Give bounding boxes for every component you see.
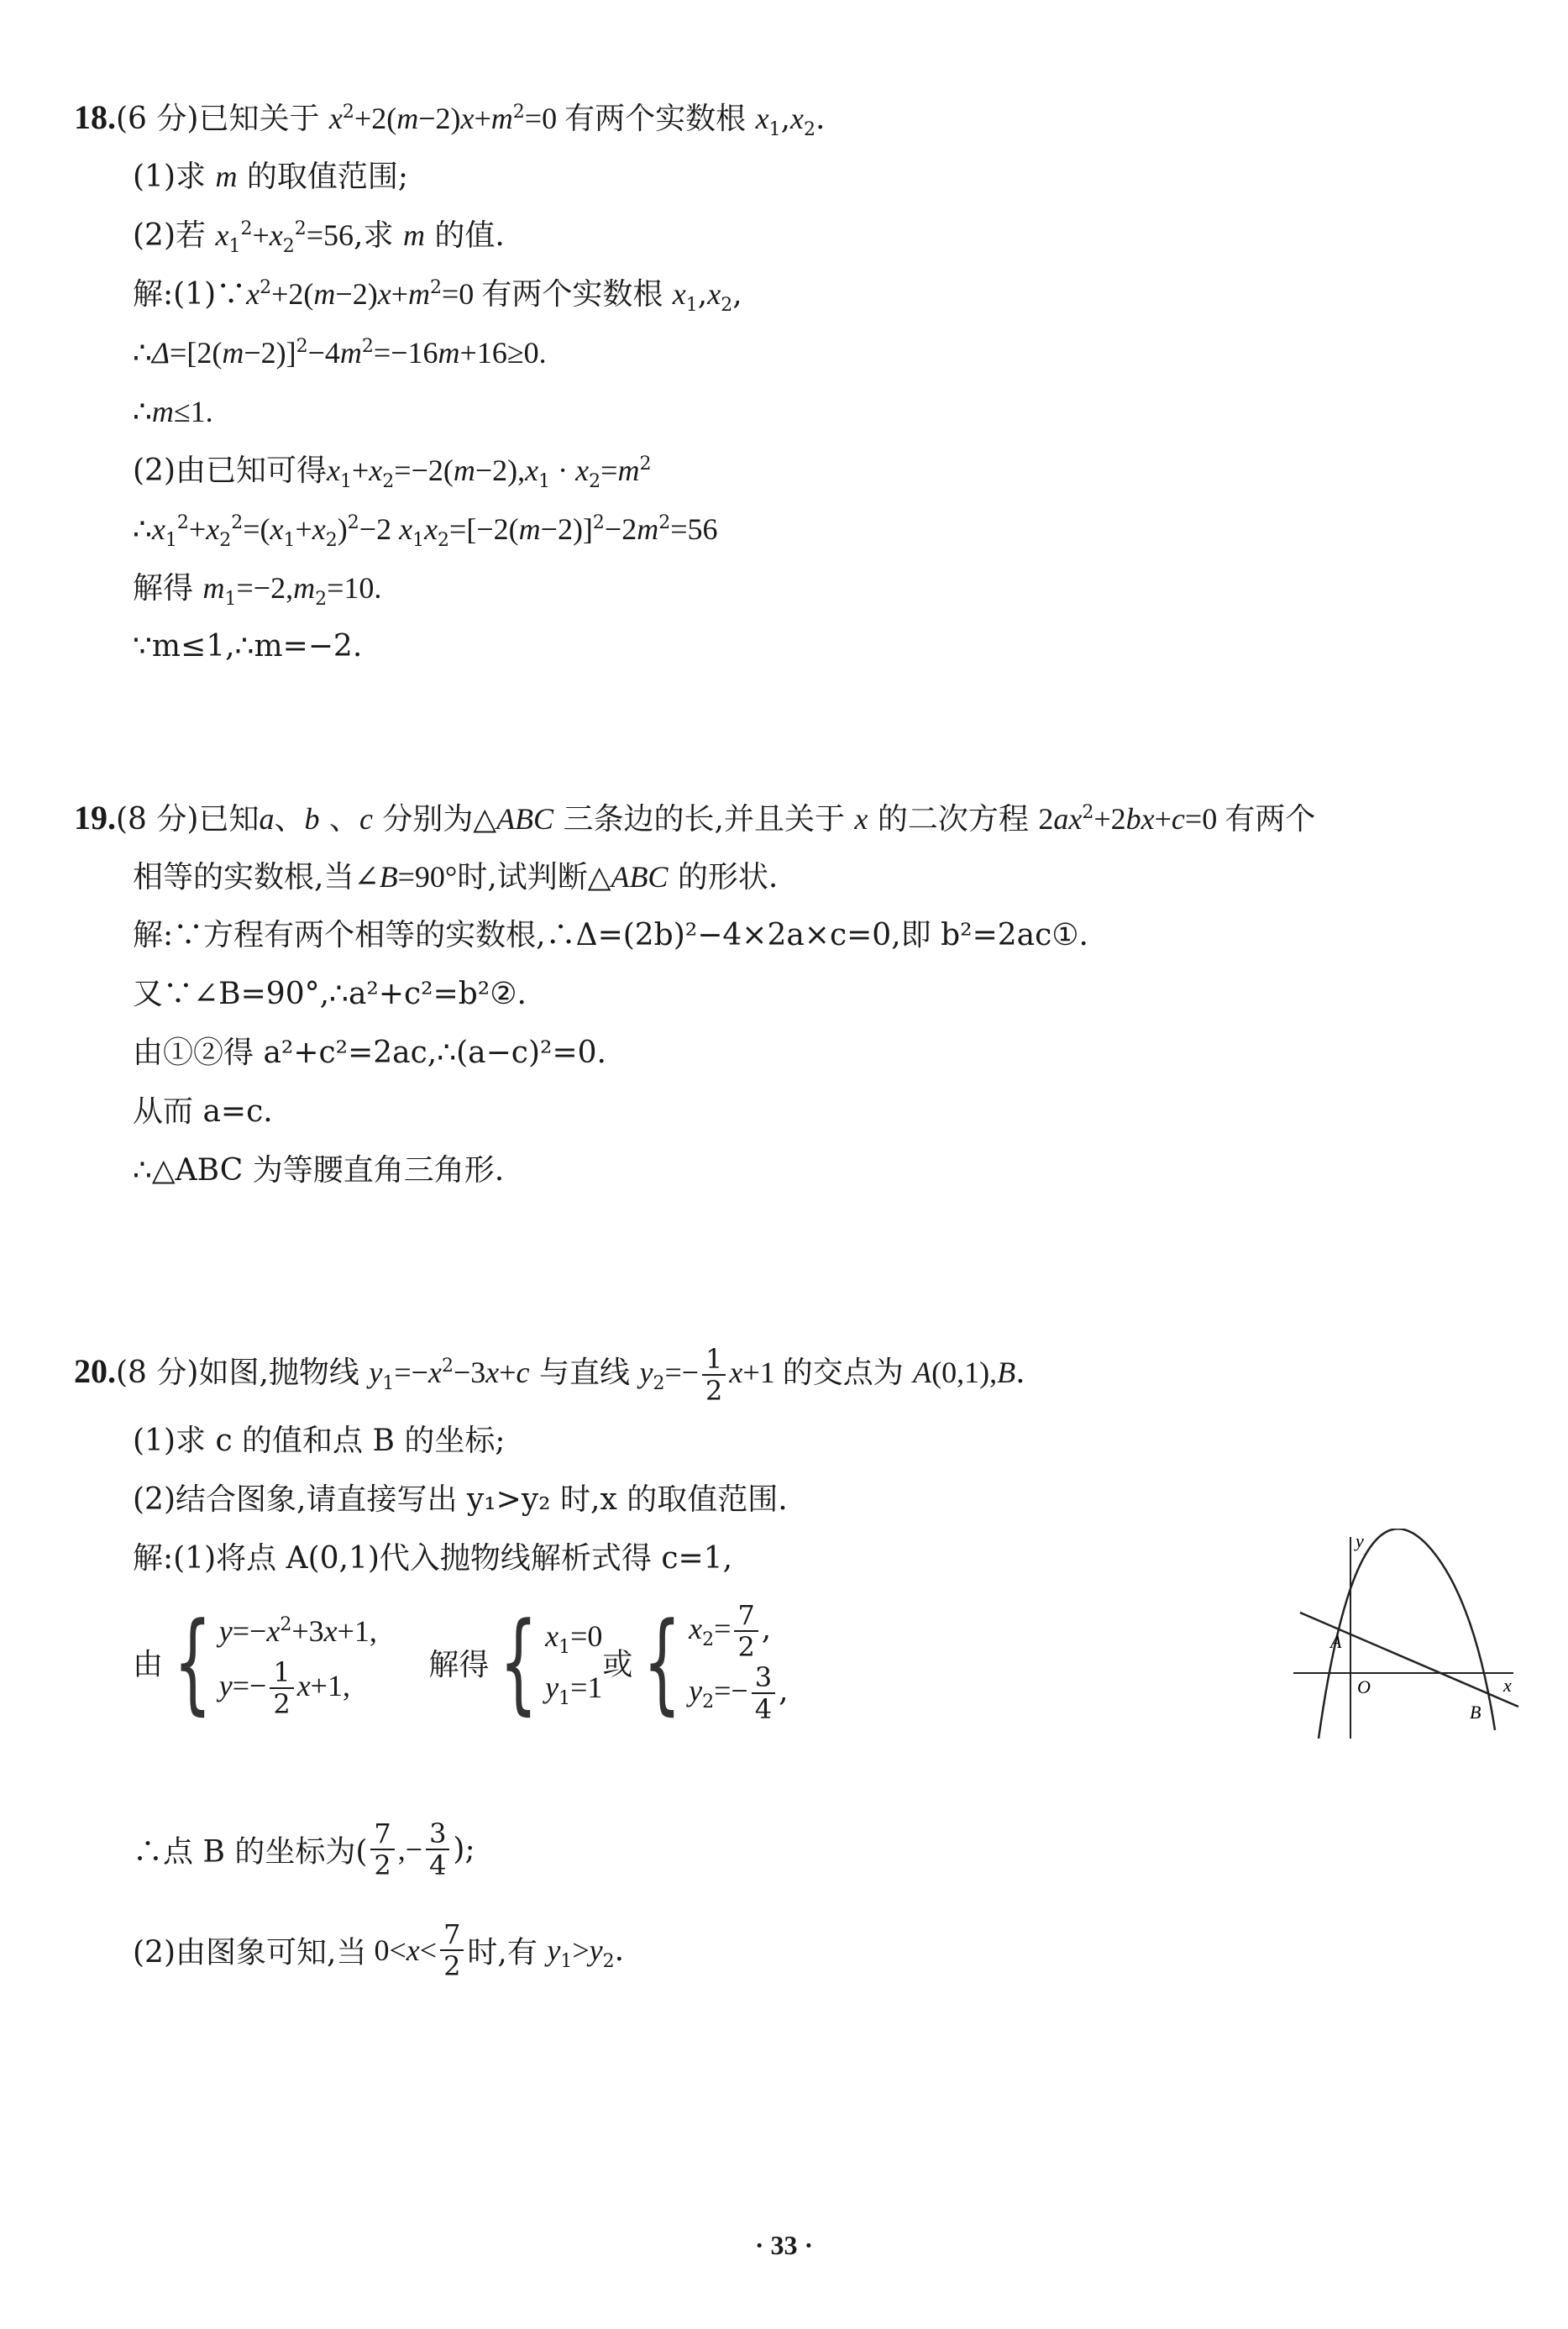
q20-text1: 如图,抛物线	[198, 1356, 359, 1390]
solution-2: $x_2=$ $\frac{7}{2}$ , $y_2=-$ $\frac{3}{4}$ ,	[689, 1599, 789, 1725]
q18-therefore-2: ∴	[133, 395, 152, 429]
q20-score: (8 分)	[116, 1356, 199, 1390]
q19-text5: 有两个	[1225, 802, 1316, 837]
q20-sol2-tail: 时,有	[467, 1935, 538, 1970]
q20-point-b: ∴点 B 的坐标为( $\frac{7}{2}$ ,− $\frac{3}{4}$ );	[133, 1818, 475, 1881]
q18-part2-end: 的值.	[434, 218, 505, 253]
q18-sol-head: 解:(1)∵	[133, 277, 247, 312]
q19-text6: 相等的实数根,当∠	[133, 860, 380, 894]
q18-solve-head: 解得	[133, 571, 194, 606]
q19-sol1-text: 解:∵方程有两个相等的实数根,∴Δ=(2b)²−4×2a×c=0,即 b²=2ac①.	[133, 918, 1088, 952]
label-o: O	[1357, 1676, 1371, 1697]
brace-icon: {	[643, 1598, 682, 1726]
q18-intro: 已知关于	[198, 102, 320, 136]
q18-sol7	[133, 627, 362, 667]
q19-text2: 分别为△	[382, 802, 497, 837]
brace-icon: {	[500, 1598, 538, 1726]
q19-sol4	[133, 1092, 273, 1132]
q20-point-b-head: ∴点 B 的坐标为(	[133, 1834, 368, 1870]
q18-part2: (2)若 $x_1^2+x_2^2=56$,求 m 的值.	[133, 218, 505, 258]
q18-has-roots: 有两个实数根	[564, 102, 747, 136]
q18-part1: (1)求 m 的取值范围;	[133, 160, 409, 194]
q20-sol1-text: 解:(1)将点 A(0,1)代入抛物线解析式得 c=1,	[133, 1541, 733, 1576]
q18-sol1: 解$:(1)\because x^2+2(m-2)x+m^2=0$ 有两个实数根 $x_1,x_2$,	[133, 277, 742, 317]
q20-part2-text: (2)结合图象,请直接写出 y₁>y₂ 时,x 的取值范围.	[133, 1482, 788, 1517]
q18-part2-head: (2)若	[133, 218, 206, 253]
q20-number: 20.	[74, 1352, 116, 1390]
label-b: B	[1470, 1702, 1481, 1723]
q19-text7: 时,试判断△	[457, 860, 611, 894]
q20-part1-text: (1)求 c 的值和点 B 的坐标;	[133, 1424, 506, 1458]
q19-sol3-text: 由①②得 a²+c²=2ac,∴(a−c)²=0.	[133, 1036, 606, 1070]
q19-sol1	[133, 915, 1088, 956]
solution-1: $x_1=0$ $y_1=1$	[545, 1619, 603, 1710]
q20-text2: 与直线	[538, 1356, 630, 1390]
q20-title: 20.(8 分)如图,抛物线 $y_1=-x^2-3x+c$ 与直线 $y_2=-$ $\frac{1}{2}$ x+1 的交点为 A(0,1),B.	[74, 1343, 1025, 1407]
q20-text3: 的交点为	[782, 1356, 904, 1390]
q20-part2	[133, 1480, 788, 1520]
q19-line2: 相等的实数根,当∠B=90°时,试判断△ABC 的形状.	[133, 860, 779, 894]
q19-text4: 的二次方程	[877, 802, 1029, 837]
parabola-curve	[1319, 1529, 1495, 1739]
q18-number: 18.	[74, 98, 116, 136]
graph-figure	[1293, 1529, 1529, 1747]
q19-text3: 三条边的长,并且关于	[563, 802, 845, 837]
page-number: · 33 ·	[754, 2230, 814, 2260]
q19-number: 19.	[74, 799, 116, 837]
q18-part2-tail: ,求	[354, 218, 394, 253]
q20-point-b-end: );	[453, 1832, 475, 1867]
q18-score: (6 分)	[116, 102, 199, 136]
q20-jiede: 解得	[428, 1647, 490, 1682]
q19-sol5-text: ∴△ABC 为等腰直角三角形.	[133, 1153, 505, 1188]
equation-system: $y=-x^2+3x+1$, y=− $\frac{1}{2}$ x+1,	[218, 1613, 377, 1720]
q18-therefore-1: ∴	[133, 336, 152, 370]
q19-text8: 的形状.	[677, 860, 779, 894]
q18-title: 18.(6 分)已知关于 $x^2+2(m-2)x+m^2=0$ 有两个实数根 $x_1,x_2$.	[74, 98, 826, 141]
q20-system	[133, 1600, 789, 1724]
q18-answer: ∵m≤1,∴m=−2.	[133, 629, 363, 664]
q19-sol5	[133, 1151, 504, 1191]
label-y: y	[1356, 1530, 1364, 1551]
q18-sol3: ∴m≤1.	[133, 395, 213, 429]
q18-sol2: $\therefore\Delta=[2(m-2)]^2-4m^2=-16m+16\ge 0$.	[133, 336, 547, 370]
label-a: A	[1330, 1631, 1342, 1652]
q18-part2-sol-head: (2)由已知可得	[133, 454, 327, 488]
q19-text1: 已知	[198, 802, 260, 837]
label-x: x	[1503, 1675, 1512, 1696]
q18-sol5: $\therefore x_1^2+x_2^2=(x_1+x_2)^2-2$ $x_1x_2=[-2(m-2)]^2-2m^2=56$	[133, 512, 718, 552]
q19-sol2-text: 又∵∠B=90°,∴a²+c²=b²②.	[133, 977, 527, 1011]
q20-sol1	[133, 1539, 732, 1579]
q18-sol4: (2)由已知可得$x_1+x_2=-2(m-2),x_1 \cdot x_2=m^2$	[133, 454, 652, 493]
q19-score: (8 分)	[116, 802, 199, 837]
q20-sol2-head: (2)由图象可知,当	[133, 1935, 367, 1970]
q20-you: 由	[133, 1647, 164, 1682]
q19-sol3	[133, 1033, 606, 1073]
q19-sol2	[133, 974, 527, 1015]
q20-huo: 或	[602, 1647, 633, 1682]
q19-sol4-text: 从而 a=c.	[133, 1094, 273, 1129]
q19-title: 19.(8 分)已知a、b 、c 分别为△ABC 三条边的长,并且关于 x 的二次方程 $2ax^2+2bx+c=0$ 有两个	[74, 799, 1316, 837]
q20-sol2: (2)由图象可知,当 0<x< $\frac{7}{2}$ 时,有 $y_1>y_2$.	[133, 1918, 625, 1982]
brace-icon: {	[173, 1598, 212, 1726]
q18-sol-line1-tail: 有两个实数根	[481, 277, 663, 312]
q20-part1	[133, 1421, 506, 1461]
q18-part1-tail: 的取值范围;	[246, 160, 409, 194]
q18-therefore-3: ∴	[133, 512, 152, 547]
q18-sol6: 解得 $m_1=-2,m_2=10$.	[133, 571, 382, 611]
q18-part1-head: (1)求	[133, 160, 206, 194]
fraction-half: $\frac{1}{2}$	[702, 1344, 726, 1406]
